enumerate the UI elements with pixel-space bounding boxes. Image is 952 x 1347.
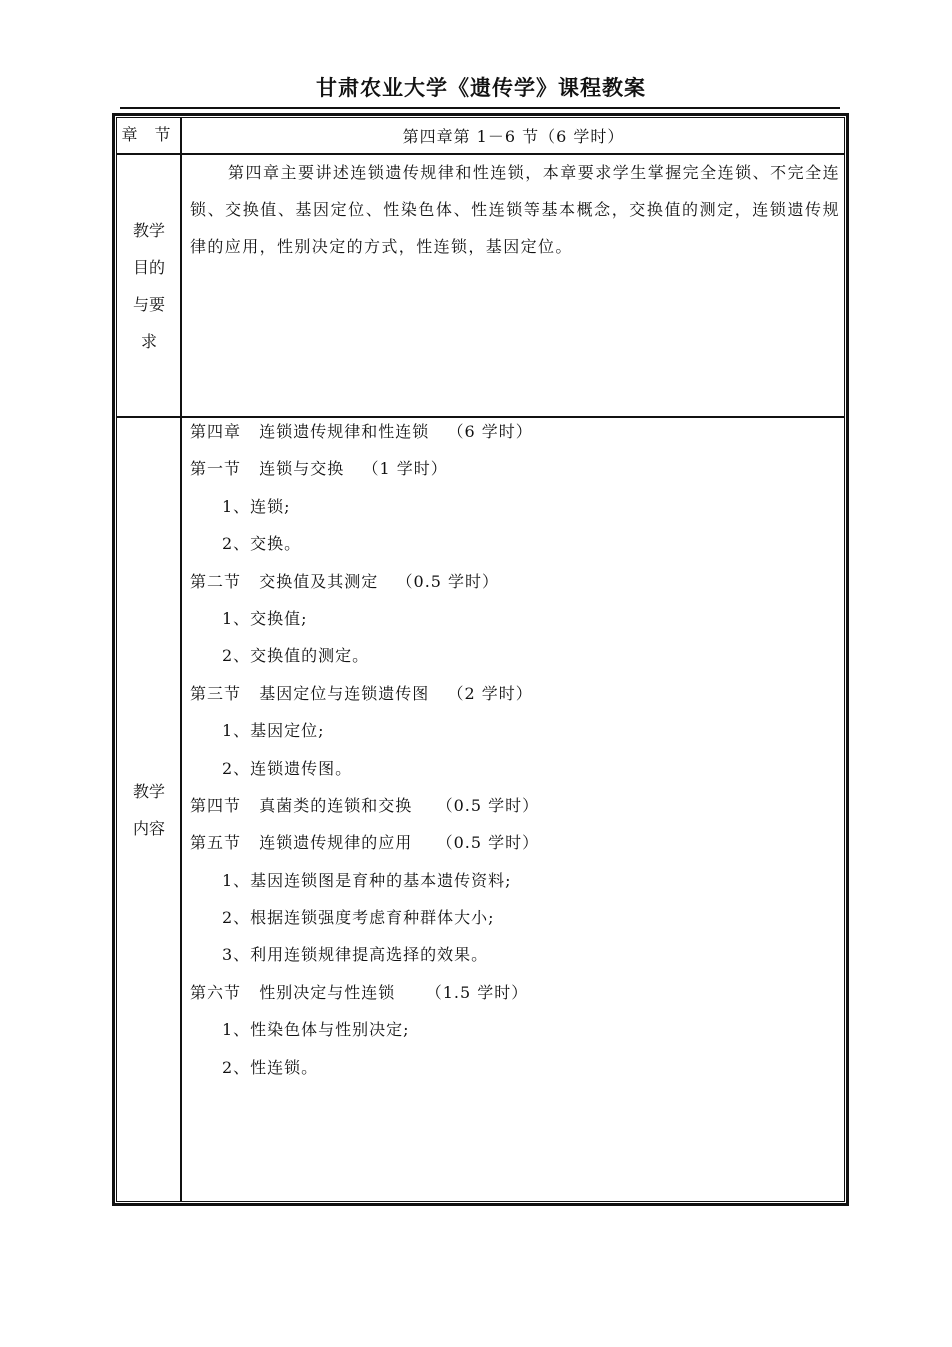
- objectives-text: 第四章主要讲述连锁遗传规律和性连锁，本章要求学生掌握完全连锁、不完全连锁、交换值、基因定位、性染色体、性连锁等基本概念，交换值的测定，连锁遗传规律的应用，性别决定的方式，性连锁，基因定位。: [190, 163, 840, 256]
- content-label-line: 教学: [132, 782, 165, 801]
- outline-item: 2、交换值的测定。: [222, 646, 370, 666]
- objectives-label-line: 目的: [132, 258, 165, 277]
- section-heading: 第一节 连锁与交换 （1 学时）: [190, 459, 448, 479]
- objectives-label-line: 与要: [132, 295, 165, 314]
- outline-item: 1、基因连锁图是育种的基本遗传资料;: [222, 870, 512, 890]
- title-underline: [120, 107, 840, 109]
- outline-item: 3、利用连锁规律提高选择的效果。: [222, 945, 489, 965]
- section-heading: 第二节 交换值及其测定 （0.5 学时）: [190, 571, 500, 591]
- content-outline: [190, 413, 840, 1086]
- outline-item: 1、连锁;: [222, 496, 291, 516]
- outline-item: 2、交换。: [222, 534, 302, 554]
- chapter-label: 章 节: [121, 125, 177, 144]
- objectives-label-line: 求: [140, 332, 157, 351]
- page-title: 甘肃农业大学《遗传学》课程教案: [316, 76, 646, 100]
- content-label-line: 内容: [132, 819, 165, 838]
- section-heading: 第三节 基因定位与连锁遗传图 （2 学时）: [190, 683, 533, 703]
- outline-item: 1、交换值;: [222, 608, 308, 628]
- column-divider: [180, 117, 182, 1202]
- chapter-heading: 第四章 连锁遗传规律和性连锁 （6 学时）: [190, 422, 533, 441]
- objectives-label: [118, 212, 180, 360]
- outline-item: 1、性染色体与性别决定;: [222, 1020, 410, 1040]
- outline-item: 1、基因定位;: [222, 721, 325, 741]
- section-heading: 第五节 连锁遗传规律的应用 （0.5 学时）: [190, 833, 540, 853]
- objectives-label-line: 教学: [132, 221, 165, 240]
- outline-item: 2、根据连锁强度考虑育种群体大小;: [222, 908, 495, 928]
- section-heading: 第六节 性别决定与性连锁 （1.5 学时）: [190, 982, 529, 1002]
- outline-item: 2、连锁遗传图。: [222, 758, 353, 778]
- section-heading: 第四节 真菌类的连锁和交换 （0.5 学时）: [190, 795, 540, 815]
- content-label: [118, 773, 180, 847]
- outline-item: 2、性连锁。: [222, 1057, 319, 1077]
- chapter-value: 第四章第 1－6 节（6 学时）: [402, 127, 625, 146]
